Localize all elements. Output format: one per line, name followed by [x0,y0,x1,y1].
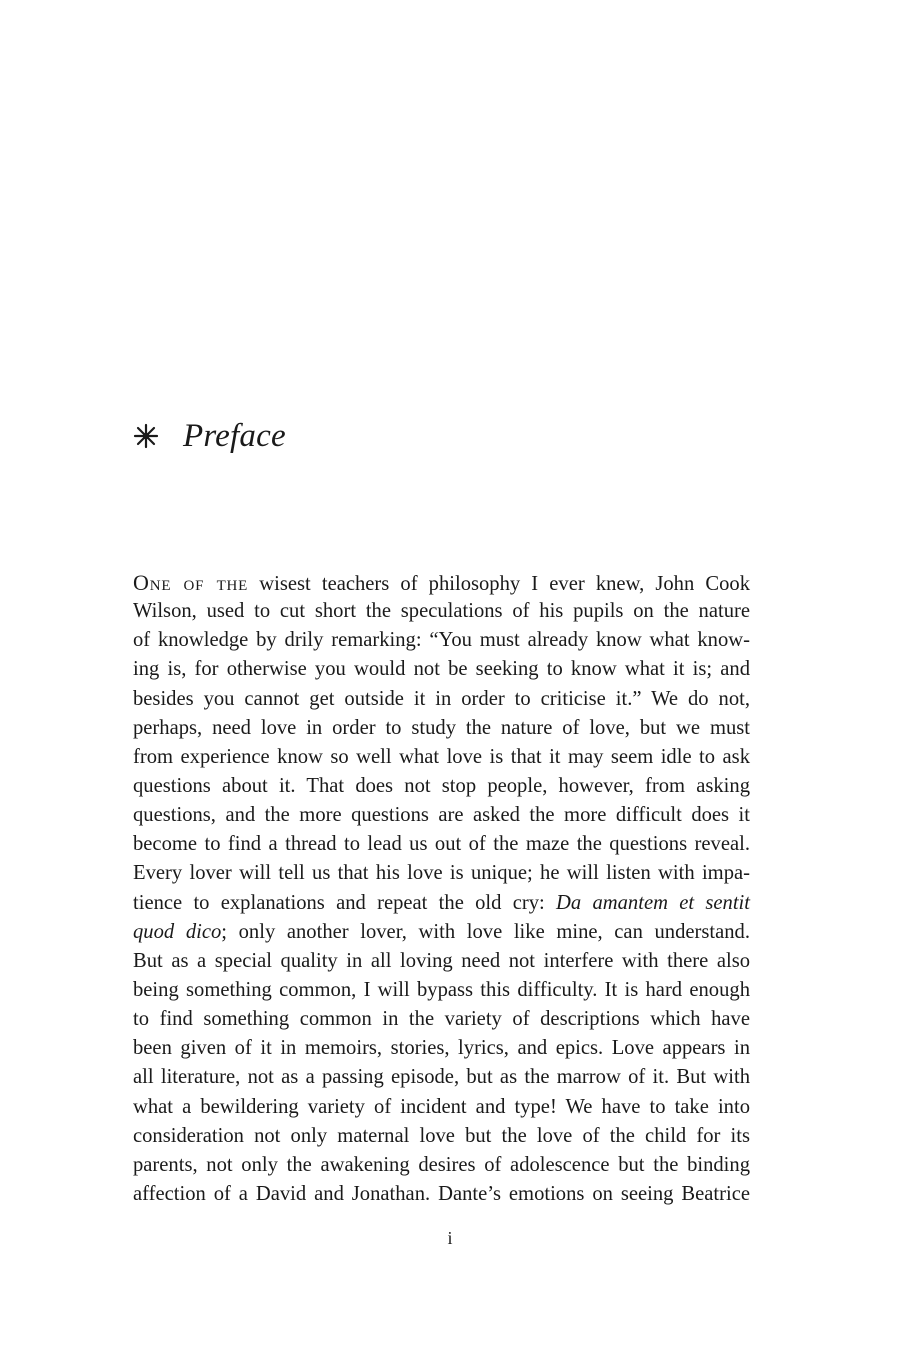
italic-phrase: Da amantem et sentit [556,891,750,914]
line-text: tience to explanations and repeat the old cry: [133,891,557,914]
text-line [133,1122,750,1151]
body-paragraph [133,568,750,1209]
text-line [133,918,750,947]
chapter-title: Preface [183,417,286,454]
line-text: affection of a David and Jonathan. Dante’s emotions on seeing Beatrice [133,1182,750,1205]
line-text: questions about it. That does not stop people, however, from asking [133,774,750,797]
text-line [133,1063,750,1092]
line-text: questions, and the more questions are asked the more difficult does it [133,804,750,827]
text-line [133,1151,750,1180]
text-line [133,743,750,772]
line-text: Wilson, used to cut short the speculations of his pupils on the nature [133,600,750,623]
page-number: i [447,1228,453,1248]
line-text: consideration not only maternal love but the love of the child for its [133,1124,750,1147]
line-text: all literature, not as a passing episode, but as the marrow of it. But with [133,1066,750,1089]
line-text: been given of it in memoirs, stories, lyrics, and epics. Love appears in [133,1037,750,1060]
text-line [133,714,750,743]
text-line [133,976,750,1005]
text-line [133,597,750,626]
line-text: become to find a thread to lead us out of the maze the questions reveal. [133,833,750,856]
line-text: to find something common in the variety of descriptions which have [133,1008,750,1031]
text-line [133,626,750,655]
lead-in-smallcaps: One of the [133,570,249,595]
text-line [133,1093,750,1122]
text-line [133,655,750,684]
line-text: what a bewildering variety of incident and type! We have to take into [133,1095,750,1118]
text-line [133,1034,750,1063]
line-text: being something common, I will bypass this difficulty. It is hard enough [133,978,750,1001]
line-text: Every lover will tell us that his love is unique; he will listen with impa- [133,862,750,885]
text-line [133,947,750,976]
text-line [133,830,750,859]
line-text: wisest teachers of philosophy I ever knew, John Cook [248,573,750,595]
text-line [133,1005,750,1034]
asterisk-star-icon [133,423,159,449]
line-text: parents, not only the awakening desires of adolescence but the binding [133,1153,750,1176]
text-line [133,1180,750,1209]
text-line [133,889,750,918]
text-line [133,568,750,597]
italic-phrase: quod dico [133,920,222,943]
line-text: ; only another lover, with love like mine, can understand. [221,920,751,943]
text-line [133,801,750,830]
line-text: ing is, for otherwise you would not be seeking to know what it is; and [133,658,750,681]
line-text: perhaps, need love in order to study the nature of love, but we must [133,716,750,739]
line-text: of knowledge by drily remarking: “You must already know what know- [133,629,750,652]
line-text: But as a special quality in all loving need not interfere with there also [133,949,750,972]
text-line [133,685,750,714]
line-text: besides you cannot get outside it in order to criticise it.” We do not, [133,687,750,710]
chapter-heading [133,412,286,460]
line-text: from experience know so well what love is that it may seem idle to ask [133,745,750,768]
text-line [133,859,750,888]
text-line [133,772,750,801]
